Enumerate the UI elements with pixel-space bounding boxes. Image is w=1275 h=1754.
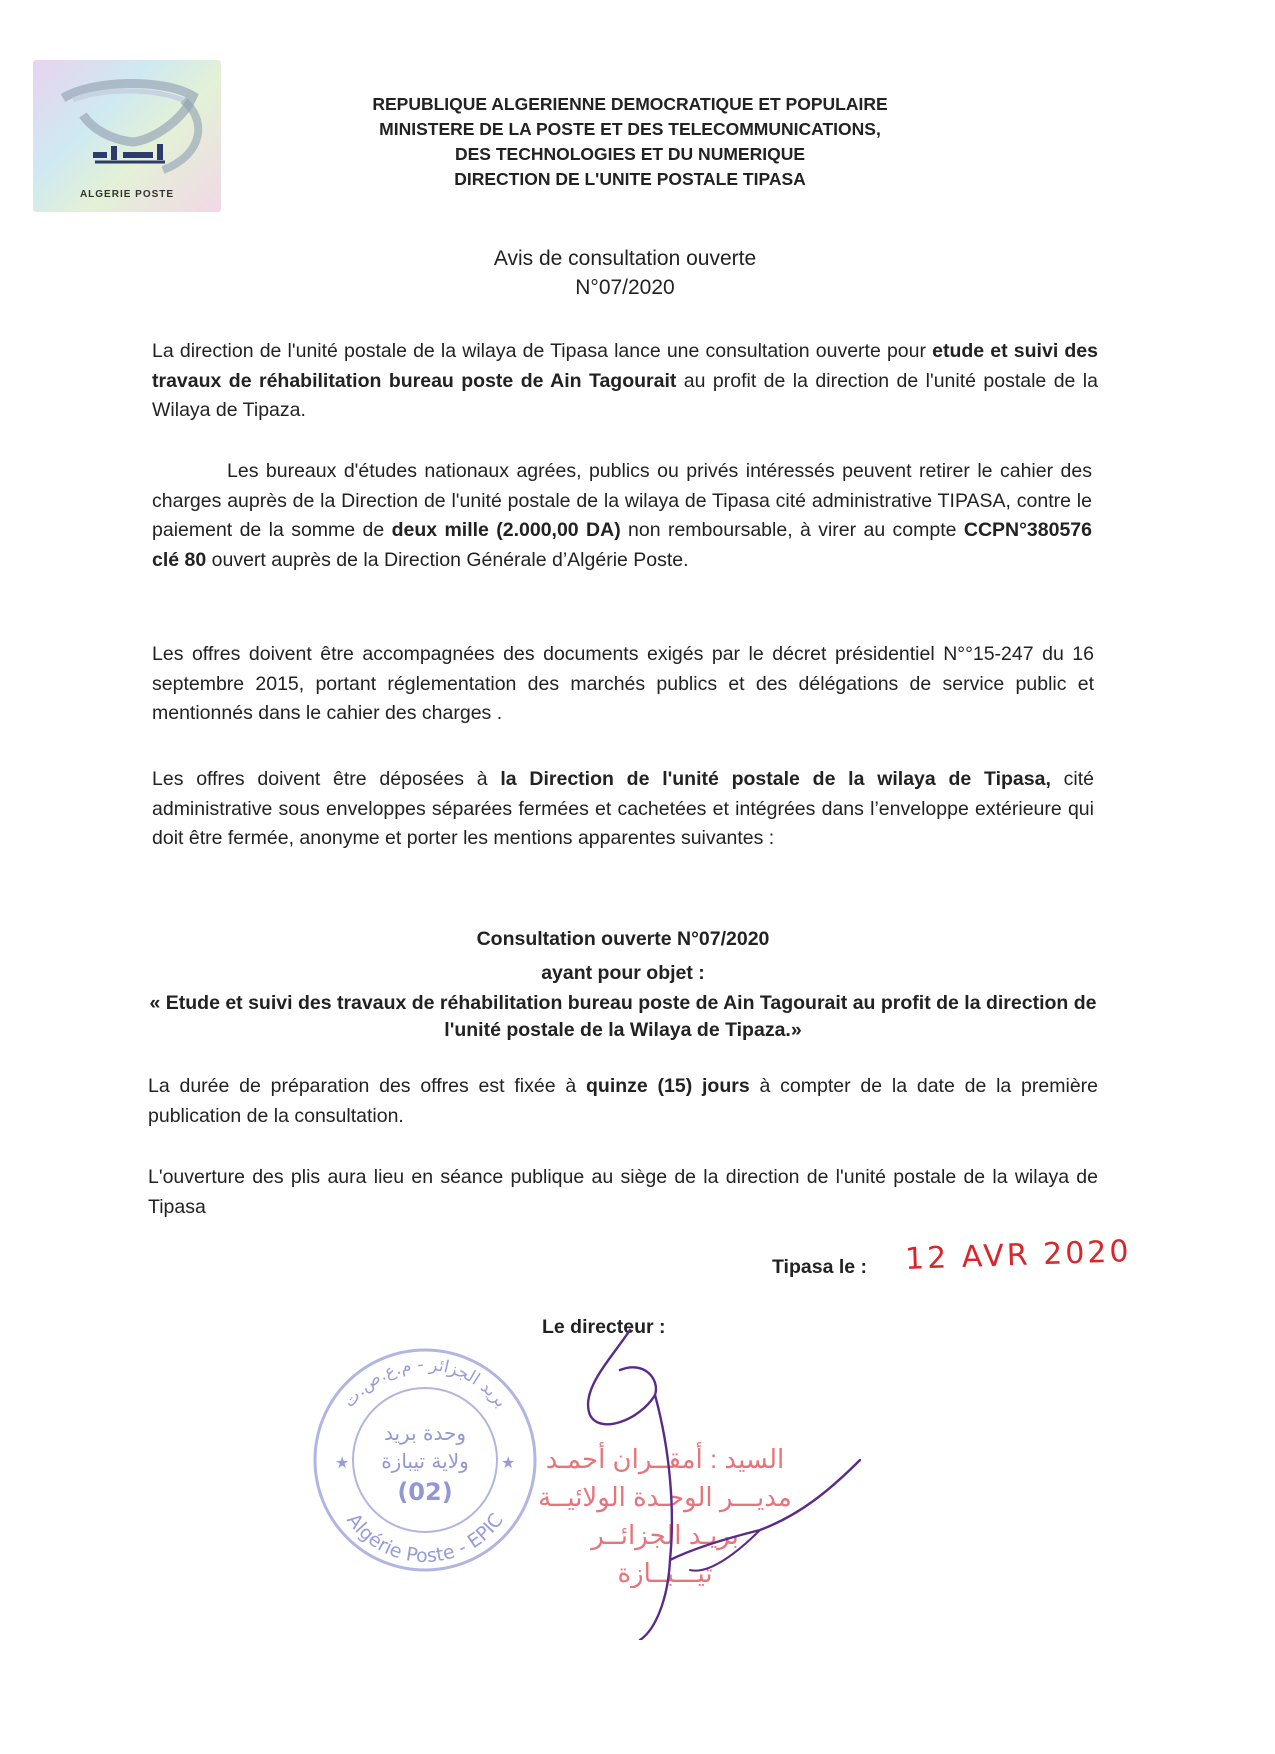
- handwritten-signature: [560, 1300, 900, 1640]
- header-line: MINISTERE DE LA POSTE ET DES TELECOMMUNICATIONS,: [379, 119, 881, 139]
- mention-title: Consultation ouverte N°07/2020: [476, 928, 770, 950]
- text-run: à compter de la date de la première publication de la consultation.: [148, 1075, 1098, 1127]
- title-number: N°07/2020: [575, 276, 675, 299]
- svg-text:Algérie Poste - EPIC: [342, 1509, 507, 1567]
- text-run: non remboursable, à virer au compte: [620, 519, 964, 541]
- text-run: cité administrative sous enveloppes séparées fermées et cachetées et intégrées dans l’enveloppe extérieure qui doit être fermée, anonyme et porter les mentions apparentes suivantes :: [152, 768, 1095, 849]
- paragraph-duration: [148, 1072, 1098, 1131]
- red-stamp-line: بريـد الجزائــر: [591, 1520, 739, 1550]
- header-line: DES TECHNOLOGIES ET DU NUMERIQUE: [454, 144, 806, 164]
- text-run: Les offres doivent être déposées à: [152, 768, 501, 790]
- bold-text-run: etude et suivi des travaux de réhabilitation bureau poste de Ain Tagourait: [152, 340, 1098, 392]
- stamp-number: (02): [397, 1478, 453, 1506]
- text-run: Les bureaux d'études nationaux agrées, publics ou privés intéressés peuvent retirer le cahier des charges auprès de la Direction de l'unité postale de la wilaya de Tipasa cité administrative TIPASA, contre le paiement de la somme de: [152, 460, 1092, 541]
- stamp-line2: ولاية تيبازة: [381, 1449, 469, 1473]
- algerie-poste-logo: [33, 60, 221, 212]
- paragraph-withdrawal: [152, 457, 1092, 575]
- date-stamp: 12 AVR 2020: [904, 1234, 1133, 1277]
- stamp-bottom-text: Algérie Poste - EPIC: [342, 1509, 508, 1568]
- stamp-outer-text: بريد الجزائر - م.ع.ص.ت: [339, 1354, 511, 1412]
- paragraph-intro: [152, 337, 1098, 426]
- red-stamp-line: تيـــبــازة: [617, 1558, 713, 1588]
- mention-object: « Etude et suivi des travaux de réhabilitation bureau poste de Ain Tagourait au profit de la direction de l'unité postale de la Wilaya de Tipaza.»: [149, 992, 1097, 1041]
- document-header: [300, 92, 960, 192]
- bold-text-run: quinze (15) jours: [586, 1075, 750, 1097]
- bold-text-run: la Direction de l'unité postale de la wilaya de Tipasa,: [500, 768, 1051, 790]
- paragraph-documents: [152, 640, 1094, 729]
- text-run: L'ouverture des plis aura lieu en séance publique au siège de la direction de l'unité postale de la wilaya de Tipasa: [148, 1166, 1098, 1218]
- bold-text-run: deux mille (2.000,00 DA): [391, 519, 621, 541]
- mention-subtitle: ayant pour objet :: [541, 962, 705, 984]
- star-icon: ★: [335, 1455, 350, 1472]
- document-title: [400, 244, 850, 302]
- text-run: au profit de la direction de l'unité postale de la Wilaya de Tipaza.: [152, 369, 1098, 421]
- red-stamp-line: مديـــر الوحـدة الولائيــة: [538, 1482, 792, 1512]
- stamp-line1: وحدة بريد: [383, 1421, 467, 1445]
- bold-text-run: CCPN°380576 clé 80: [152, 519, 1092, 571]
- text-run: La direction de l'unité postale de la wilaya de Tipasa lance une consultation ouverte pour: [152, 340, 933, 362]
- paragraph-submission: [152, 765, 1094, 854]
- logo-caption: ALGERIE POSTE: [79, 189, 175, 200]
- text-run: ouvert auprès de la Direction Générale d’Algérie Poste.: [206, 548, 689, 571]
- svg-text:بريد الجزائر - م.ع.ص.ت: [339, 1355, 511, 1412]
- director-label: Le directeur :: [542, 1316, 666, 1338]
- paragraph-opening: [148, 1163, 1098, 1222]
- red-stamp-line: السيد : أمقــران أحمـد: [545, 1444, 785, 1474]
- title-line: Avis de consultation ouverte: [493, 247, 757, 270]
- star-icon: ★: [501, 1455, 516, 1472]
- text-run: La durée de préparation des offres est fixée à: [148, 1075, 586, 1097]
- text-run: Les offres doivent être accompagnées des documents exigés par le décret présidentiel N°°15-247 du 16 septembre 2015, portant réglementation des marchés publics et des délégations de service public et mentionnés dans le cahier des charges .: [152, 643, 1094, 724]
- header-line: REPUBLIQUE ALGERIENNE DEMOCRATIQUE ET POPULAIRE: [372, 94, 888, 114]
- place-label: Tipasa le :: [772, 1256, 868, 1278]
- header-line: DIRECTION DE L'UNITE POSTALE TIPASA: [454, 169, 806, 189]
